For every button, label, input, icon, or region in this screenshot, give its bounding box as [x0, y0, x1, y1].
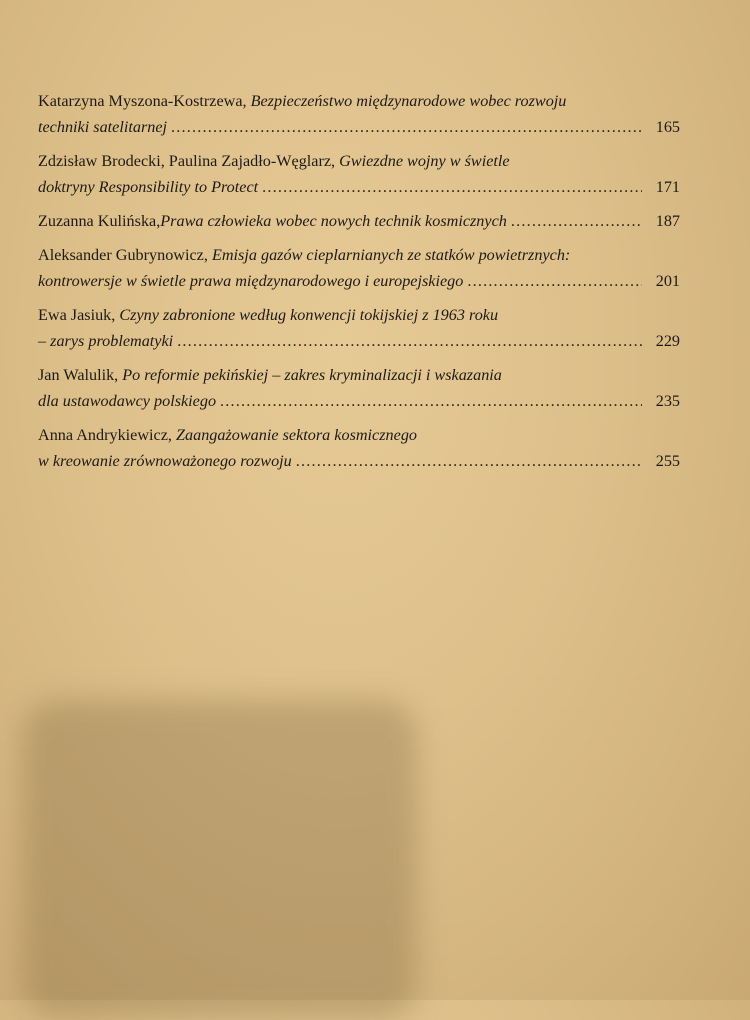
toc-entry-first-line: [38, 302, 680, 328]
toc-entry-first-line: [38, 148, 680, 174]
leader-dots: [467, 268, 642, 294]
toc-author: Zdzisław Brodecki, Paulina Zajadło-Węglarz,: [38, 152, 340, 170]
leader-dots: [177, 328, 642, 354]
toc-page-number: 235: [655, 392, 680, 410]
leader-dots: [511, 208, 642, 234]
toc-entry-second-line: [38, 114, 680, 140]
toc-page-number: 187: [655, 212, 680, 230]
toc-page-number: 255: [655, 452, 680, 470]
toc-entry: [38, 422, 680, 474]
toc-entry-second-line: [38, 448, 680, 474]
toc-title: Gwiezdne wojny w świetle: [339, 152, 510, 170]
toc-author: Jan Walulik,: [38, 366, 123, 384]
toc-title: Prawa człowieka wobec nowych technik kosmicznych: [160, 212, 507, 230]
toc-title-continued: techniki satelitarnej: [38, 118, 168, 136]
toc-entry-second-line: [38, 174, 680, 200]
toc-entry-first-line: [38, 242, 680, 268]
toc-entry: [38, 302, 680, 354]
toc-author: Zuzanna Kulińska,: [38, 212, 161, 230]
leader-dots: [262, 174, 642, 200]
toc-author: Ewa Jasiuk,: [38, 306, 120, 324]
toc-entry: [38, 88, 680, 140]
toc-entry-second-line: [38, 328, 680, 354]
toc-title-continued: doktryny Responsibility to Protect: [38, 178, 259, 196]
toc-title-continued: kontrowersje w świetle prawa międzynarodowego i europejskiego: [38, 272, 464, 290]
toc-title-continued: – zarys problematyki: [38, 332, 174, 350]
toc-title-continued: w kreowanie zrównoważonego rozwoju: [38, 452, 292, 470]
toc-entry: [38, 148, 680, 200]
toc-title-continued: dla ustawodawcy polskiego: [38, 392, 217, 410]
toc-entry-first-line: [38, 88, 680, 114]
toc-entry: [38, 362, 680, 414]
toc-title: Bezpieczeństwo międzynarodowe wobec rozwoju: [250, 92, 567, 110]
toc-entry-first-line: [38, 422, 680, 448]
hand-shadow: [22, 700, 417, 1020]
table-of-contents: [38, 88, 680, 482]
toc-entry: [38, 242, 680, 294]
toc-entry: [38, 208, 680, 234]
leader-dots: [296, 448, 642, 474]
leader-dots: [171, 114, 642, 140]
toc-page-number: 165: [655, 118, 680, 136]
toc-entry-first-line: [38, 362, 680, 388]
toc-title: Czyny zabronione według konwencji tokijskiej z 1963 roku: [119, 306, 499, 324]
toc-author: Aleksander Gubrynowicz,: [38, 246, 212, 264]
toc-title: Emisja gazów cieplarnianych ze statków powietrznych:: [211, 246, 571, 264]
toc-entry-second-line: [38, 388, 680, 414]
toc-page-number: 171: [655, 178, 680, 196]
toc-author: Katarzyna Myszona-Kostrzewa,: [38, 92, 251, 110]
toc-entry-second-line: [38, 268, 680, 294]
toc-title: Zaangażowanie sektora kosmicznego: [176, 426, 418, 444]
toc-page-number: 229: [655, 332, 680, 350]
leader-dots: [220, 388, 642, 414]
toc-page-number: 201: [655, 272, 680, 290]
toc-author: Anna Andrykiewicz,: [38, 426, 177, 444]
toc-entry-single-line: [38, 208, 680, 234]
toc-title: Po reformie pekińskiej – zakres kryminalizacji i wskazania: [122, 366, 502, 384]
